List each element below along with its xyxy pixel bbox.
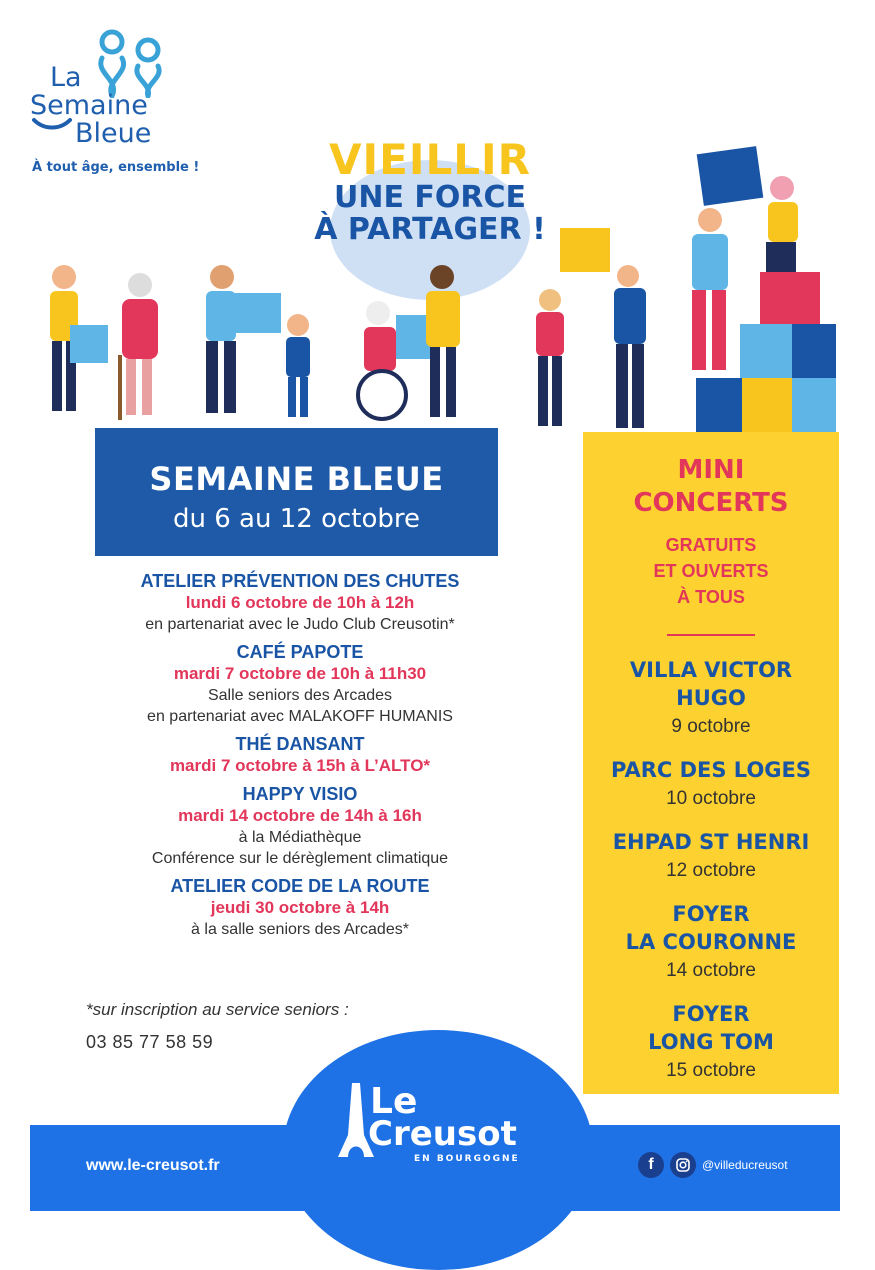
event-item-date: jeudi 30 octobre à 14h (210, 898, 390, 917)
venue-name: VILLA VICTOR (629, 658, 793, 682)
people-puzzle-illustration-left (30, 255, 470, 435)
event-title: SEMAINE BLEUE (149, 460, 444, 498)
instagram-icon[interactable] (670, 1152, 696, 1178)
event-item-date: mardi 7 octobre de 10h à 11h30 (173, 664, 427, 683)
slogan-line-2: UNE FORCE (333, 180, 526, 215)
venue-name: FOYER (672, 1002, 750, 1026)
concerts-sub-line-3: À TOUS (677, 587, 745, 607)
event-item-title: ATELIER PRÉVENTION DES CHUTES (140, 571, 460, 591)
logo-line-3: Bleue (75, 118, 152, 149)
website-link[interactable]: www.le-creusot.fr (86, 1157, 220, 1174)
event-item-detail: Conférence sur le dérèglement climatique (151, 850, 449, 867)
event-item-title: HAPPY VISIO (242, 784, 358, 804)
event-item (80, 570, 520, 635)
venue-item (583, 1000, 839, 1086)
venue-item (583, 828, 839, 886)
event-item (80, 641, 520, 727)
concerts-subtitle (583, 532, 839, 610)
event-item (80, 783, 520, 869)
concerts-title-line-2: CONCERTS (633, 488, 789, 518)
divider (667, 634, 755, 636)
venue-name: HUGO (676, 686, 746, 710)
venue-name: FOYER (672, 902, 750, 926)
instagram-glyph-icon (675, 1157, 691, 1173)
event-item-title: CAFÉ PAPOTE (236, 642, 364, 662)
event-item (80, 875, 520, 940)
concerts-sub-line-2: ET OUVERTS (653, 561, 769, 581)
mini-concerts-panel (583, 432, 839, 1094)
event-item-detail: à la salle seniors des Arcades* (191, 921, 409, 938)
social-links (638, 1152, 788, 1178)
le-creusot-logo (330, 1075, 545, 1165)
title-box (95, 428, 498, 556)
venue-name: EHPAD ST HENRI (612, 830, 810, 854)
event-dates: du 6 au 12 octobre (173, 504, 420, 534)
brand-sub: EN BOURGOGNE (414, 1154, 520, 1164)
event-item-title: THÉ DANSANT (235, 734, 365, 754)
event-item-detail: en partenariat avec le Judo Club Creusotin* (145, 616, 455, 633)
concerts-sub-line-1: GRATUITS (665, 535, 757, 555)
venue-name: LA COURONNE (625, 930, 797, 954)
slogan-line-1: VIEILLIR (329, 135, 531, 184)
concerts-title (583, 454, 839, 520)
people-puzzle-illustration-right (520, 140, 840, 440)
venue-date: 15 octobre (666, 1060, 756, 1081)
venue-item (583, 756, 839, 814)
event-item-date: mardi 7 octobre à 15h à L’ALTO* (169, 756, 431, 775)
venue-date: 10 octobre (666, 788, 756, 809)
events-list (80, 570, 520, 946)
brand-line-2: Creusot (368, 1114, 517, 1154)
event-item (80, 733, 520, 777)
event-item-detail: à la Médiathèque (238, 829, 362, 846)
logo-line-2: Semaine (30, 90, 148, 121)
event-item-detail: Salle seniors des Arcades (207, 687, 393, 704)
slogan-line-3: À PARTAGER ! (314, 212, 546, 247)
facebook-icon[interactable]: f (638, 1152, 664, 1178)
venue-name: PARC DES LOGES (610, 758, 811, 782)
brand-line-1: Le (370, 1081, 418, 1122)
venue-date: 9 octobre (671, 716, 751, 737)
event-item-title: ATELIER CODE DE LA ROUTE (170, 876, 430, 896)
registration-note: *sur inscription au service seniors : (86, 1000, 349, 1019)
logo-tagline: À tout âge, ensemble ! (32, 160, 200, 175)
venue-item (583, 656, 839, 742)
logo-swoosh-icon (32, 116, 72, 130)
venue-date: 12 octobre (666, 860, 756, 881)
venue-item (583, 900, 839, 986)
event-item-date: mardi 14 octobre de 14h à 16h (178, 806, 422, 825)
event-item-date: lundi 6 octobre de 10h à 12h (185, 593, 415, 612)
event-item-detail: en partenariat avec MALAKOFF HUMANIS (147, 708, 453, 725)
phone-number: 03 85 77 58 59 (86, 1032, 214, 1052)
concerts-title-line-1: MINI (677, 455, 745, 485)
venue-name: LONG TOM (648, 1030, 774, 1054)
social-handle[interactable]: @villeducreusot (702, 1158, 788, 1172)
logo-line-1: La (50, 62, 82, 93)
venue-date: 14 octobre (666, 960, 756, 981)
logo-wordmark (30, 64, 200, 148)
